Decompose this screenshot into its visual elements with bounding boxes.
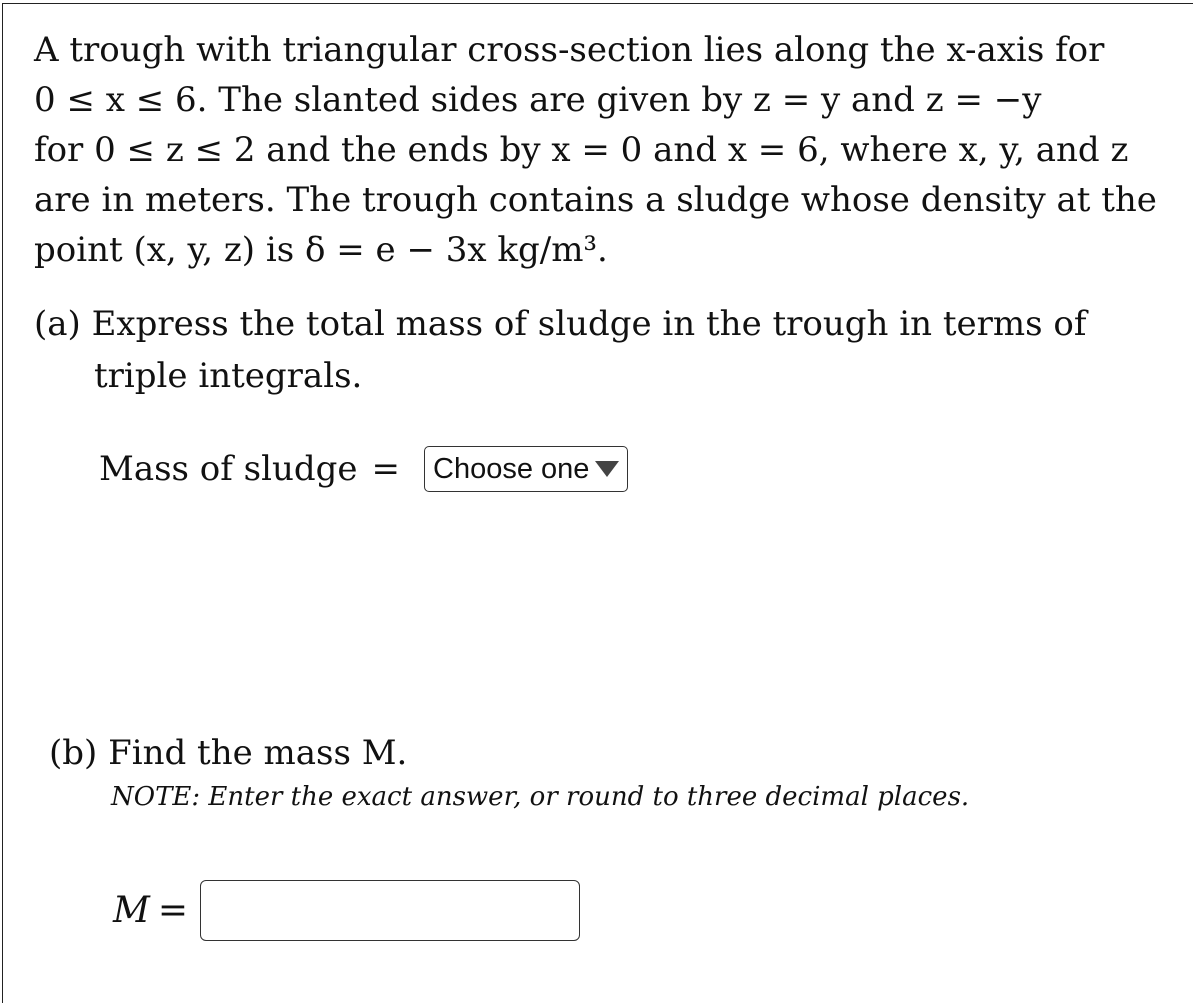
part-a (34, 298, 1086, 402)
mass-answer-input[interactable] (200, 880, 580, 941)
problem-line: 0 ≤ x ≤ 6. The slanted sides are given by z = y and z = −y (34, 80, 1042, 120)
problem-line: are in meters. The trough contains a sludge whose density at the (34, 180, 1157, 220)
part-a-prompt-continued: triple integrals. (94, 356, 363, 396)
part-b-note: NOTE: Enter the exact answer, or round to three decimal places. (111, 782, 970, 812)
part-a-prompt: (a) Express the total mass of sludge in the trough in terms of (34, 304, 1087, 344)
mass-integral-select[interactable] (424, 446, 628, 492)
mass-of-sludge-row (99, 446, 628, 492)
triangle-down-icon (595, 461, 619, 477)
part-b-heading: (b) Find the mass M. (49, 733, 408, 773)
equals-sign: = (157, 890, 189, 931)
problem-statement (34, 25, 1157, 275)
mass-of-sludge-label: Mass of sludge (99, 449, 358, 489)
mass-answer-row (113, 880, 580, 941)
select-value: Choose one (433, 452, 590, 485)
mass-answer-label: M (113, 890, 150, 931)
problem-line: for 0 ≤ z ≤ 2 and the ends by x = 0 and x = 6, where x, y, and z (34, 130, 1129, 170)
equals-sign: = (371, 449, 401, 489)
problem-line: A trough with triangular cross-section lies along the x-axis for (34, 30, 1105, 70)
problem-line: point (x, y, z) is δ = e − 3x kg/m³. (34, 230, 608, 270)
